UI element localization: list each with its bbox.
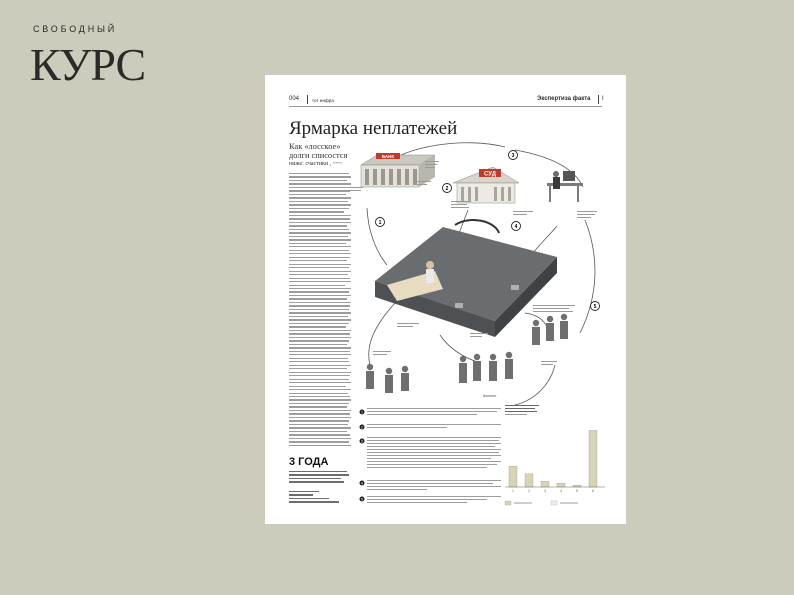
brand-logo-big-text: КУРС — [30, 39, 146, 90]
chart-tick-label: 3 — [544, 489, 546, 493]
bigstat-value: 3 ГОДА — [289, 456, 329, 468]
chart-caption-line-2 — [505, 408, 535, 409]
chart-bar — [525, 474, 533, 487]
briefcase — [375, 220, 557, 337]
steps-list-num-5: 5 — [361, 497, 363, 502]
newspaper-page — [265, 75, 626, 524]
chart-bar — [557, 483, 565, 487]
chart-tick-label: 4 — [560, 489, 562, 493]
lead-line-2: долги списостся — [289, 151, 348, 160]
chart-legend-swatch-1 — [505, 501, 511, 505]
runhead-left-section: тот инфра — [312, 98, 334, 103]
runhead-left: 004 — [289, 96, 300, 102]
lead-line-3: ниже: счастики , ~~~ — [289, 161, 343, 167]
steps-list-item-4 — [360, 480, 502, 490]
chart-caption-line-3 — [505, 411, 537, 412]
chart-tick-label: 5 — [576, 489, 578, 493]
steps-list-item-3 — [360, 437, 502, 468]
steps-list-num-4: 4 — [361, 481, 363, 486]
bottom-caption: Коллект — [483, 394, 497, 398]
lead-line-1: Как «лосское» — [289, 142, 341, 151]
office-desk — [547, 171, 583, 202]
bank-sign-text: БАНК — [381, 154, 395, 159]
chart-tick-label: 6 — [592, 489, 594, 493]
court-sign-text: СУД — [484, 171, 496, 178]
sidebar-chart — [505, 405, 605, 505]
chart-tick-label: 1 — [512, 489, 514, 493]
steps-list-item-2 — [360, 424, 502, 430]
step-badge-3-text: 3 — [511, 153, 515, 159]
flow-arrow-left-down — [369, 303, 395, 365]
chart-bar — [589, 430, 597, 487]
step-badge-1-text: 1 — [378, 220, 382, 226]
flow-arrow-bank-case — [367, 208, 387, 265]
steps-list-num-1: 1 — [361, 410, 363, 415]
runhead-right-page: I — [602, 96, 604, 102]
chart-legend-label-1 — [514, 503, 532, 504]
steps-list-num-2: 2 — [361, 425, 363, 430]
page-headline: Ярмарка неплатежей — [289, 118, 458, 139]
court-building — [453, 167, 519, 203]
step-badge-2-text: 2 — [445, 186, 449, 192]
steps-list-item-5 — [360, 496, 502, 503]
step-badge-4-text: 4 — [514, 224, 518, 230]
steps-list-num-3: 3 — [361, 439, 363, 444]
brand-logo-small-text: СВОБОДНЫЙ — [33, 24, 118, 34]
flow-arrow-court-office — [515, 150, 583, 187]
chart-caption-line-1 — [505, 405, 539, 406]
chart-legend-swatch-2 — [551, 501, 557, 505]
chart-bar — [541, 481, 549, 487]
chart-legend-label-2 — [560, 503, 578, 504]
infographic — [265, 75, 626, 524]
step-badge-5-text: 5 — [593, 304, 597, 310]
chart-bars — [509, 430, 597, 493]
chart-bar — [509, 466, 517, 487]
runhead-right: Экспертиза факта — [537, 96, 591, 102]
flow-arrow-right-side — [580, 220, 595, 333]
steps-list — [360, 408, 502, 503]
steps-list-item-1 — [360, 408, 502, 415]
chart-bar — [573, 485, 581, 487]
chart-tick-label: 2 — [528, 489, 530, 493]
flow-arrow-people-right — [515, 365, 555, 405]
chart-caption-line-4 — [505, 414, 527, 415]
